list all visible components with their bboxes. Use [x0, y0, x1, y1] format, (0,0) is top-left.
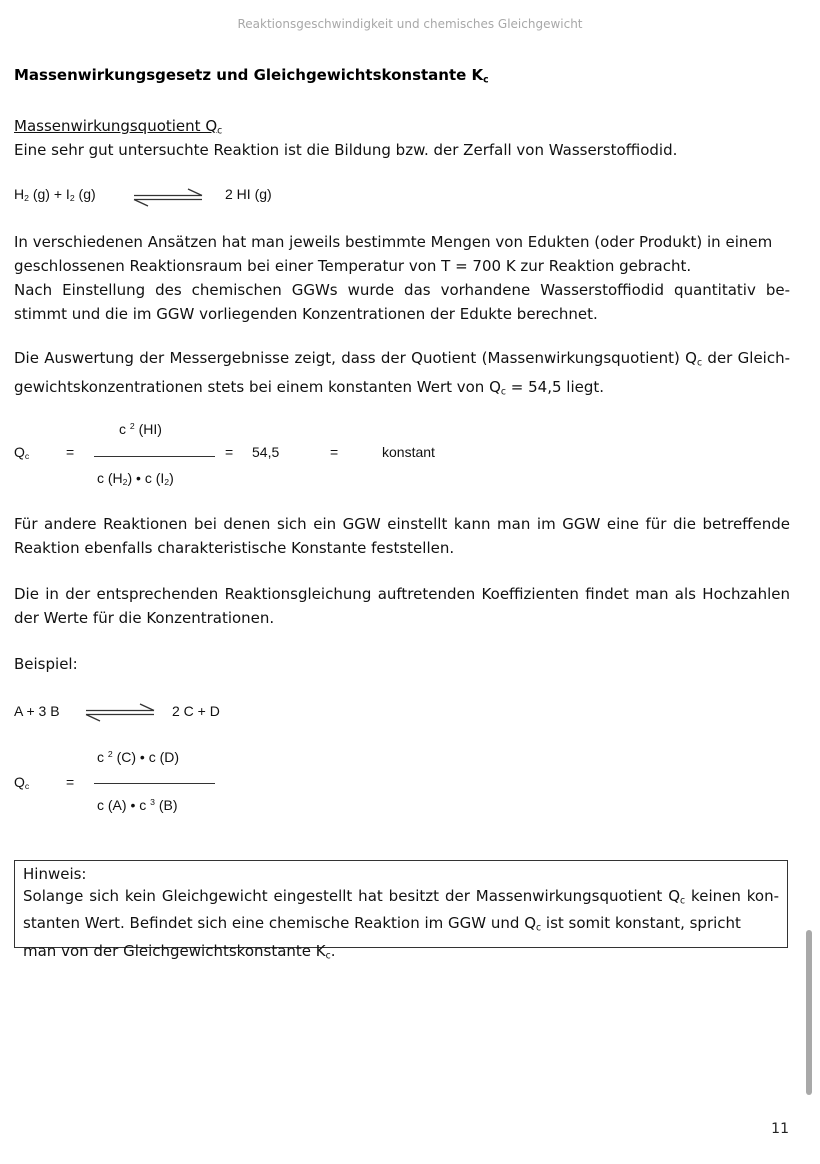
formula1-constant-word: konstant: [382, 444, 435, 460]
paragraph2-line2-a: gewichtskonzentrationen stets bei einem konstanten Wert von Q: [14, 378, 501, 397]
paragraph2-line2-sub: c: [500, 386, 507, 398]
page-number: 11: [771, 1121, 789, 1137]
note-line1-a: Solange sich kein Gleichgewicht eingestellt hat besitzt der Massenwirkungsquotient Q: [23, 887, 681, 905]
paragraph4-line1: Die in der entsprechenden Reaktionsgleichung auftretenden Koeffizienten findet man als Hochzahlen: [14, 585, 790, 603]
note-line3-b: .: [330, 941, 336, 960]
formula1-q: [14, 444, 29, 461]
formula2-den-sup: 3: [150, 797, 155, 808]
heading-text: Massenwirkungsgesetz und Gleichgewichtskonstante K: [14, 66, 484, 84]
formula1-den-sub2: 2: [164, 477, 170, 488]
note-line1-b: keinen kon-: [685, 887, 780, 905]
equilibrium-arrow-icon-2: [82, 701, 160, 725]
section-title-text: [14, 117, 222, 135]
formula2-equals: =: [66, 774, 75, 790]
formula1-value: 54,5: [252, 444, 280, 460]
formula1-denominator: [97, 470, 174, 487]
formula1-den-c: ): [169, 470, 174, 486]
note-line2: [23, 912, 779, 939]
paragraph3-line1: Für andere Reaktionen bei denen sich ein GGW einstellt kann man im GGW eine für die betreffende: [14, 515, 790, 533]
formula1-equals-3: =: [330, 444, 339, 460]
formula2-den-a: c (A) • c: [97, 797, 151, 813]
reaction1-sub-a: 2: [24, 193, 29, 204]
reaction1-educts: [14, 186, 96, 203]
page-heading: [14, 66, 489, 85]
section-title-label: Massenwirkungsquotient Q: [14, 117, 218, 135]
intro-text: Eine sehr gut untersuchte Reaktion ist die Bildung bzw. der Zerfall von Wasserstoffiodid.: [14, 141, 678, 159]
formula1-q-letter: Q: [14, 444, 25, 460]
formula1-den-sub1: 2: [122, 477, 128, 488]
running-header: Reaktionsgeschwindigkeit und chemisches Gleichgewicht: [237, 17, 583, 31]
note-line2-a: stanten Wert. Befindet sich eine chemische Reaktion im GGW und Q: [23, 914, 537, 933]
paragraph2-line2-b: = 54,5 liegt.: [506, 378, 605, 397]
paragraph2-line1-sub: c: [696, 357, 703, 369]
note-box: [14, 860, 788, 961]
reaction1-product: 2 HI (g): [225, 186, 272, 202]
paragraph3: [14, 512, 790, 560]
paragraph2-line1: [14, 346, 790, 375]
paragraph4-line2: der Werte für die Konzentrationen.: [14, 609, 275, 627]
reaction2-educts: A + 3 B: [14, 703, 60, 719]
paragraph4: [14, 582, 790, 630]
formula2-num-a: c: [97, 749, 108, 765]
note-line1-sub: c: [680, 895, 686, 907]
paragraph1-line2: geschlossenen Reaktionsraum bei einer Temperatur von T = 700 K zur Reaktion gebracht.: [14, 257, 692, 275]
formula2-den-b: (B): [154, 797, 178, 813]
scrollbar-thumb[interactable]: [806, 930, 812, 1095]
paragraph2-line2: [14, 375, 790, 404]
reaction1-g-a: (g) + I: [28, 186, 70, 202]
formula1-den-a: c (H: [97, 470, 123, 486]
formula2-num-sup: 2: [107, 749, 113, 760]
formula1-num-sup: 2: [129, 421, 135, 432]
paragraph1-line3: Nach Einstellung des chemischen GGWs wurde das vorhandene Wasserstoffiodid quantitativ be-: [14, 281, 790, 299]
reaction2-products: 2 C + D: [172, 703, 220, 719]
paragraph2-line1-a: Die Auswertung der Messergebnisse zeigt, dass der Quotient (Massenwirkungsquotient) Q: [14, 349, 697, 367]
formula1-num-c: c: [119, 421, 130, 437]
formula2-denominator: [97, 797, 178, 813]
paragraph1-line4: stimmt und die im GGW vorliegenden Konzentrationen der Edukte berechnet.: [14, 305, 598, 323]
reaction1-sub-b: 2: [69, 193, 75, 204]
formula1-q-sub: c: [24, 451, 30, 462]
reaction1-h: H: [14, 186, 25, 202]
note-line3-a: man von der Gleichgewichtskonstante K: [23, 941, 326, 960]
formula1-fraction-bar: [94, 456, 215, 457]
section-title-subscript: c: [217, 125, 223, 137]
note-line3-sub: c: [325, 949, 331, 961]
paragraph1: [14, 230, 790, 326]
equilibrium-arrow-icon: [130, 186, 208, 210]
formula1-equals-1: =: [66, 444, 75, 460]
paragraph1-line1: In verschiedenen Ansätzen hat man jeweils bestimmte Mengen von Edukten (oder Produkt) in einem: [14, 233, 773, 251]
formula2-num-b: (C) • c (D): [112, 749, 180, 765]
paragraph3-line2: Reaktion ebenfalls charakteristische Konstante feststellen.: [14, 539, 455, 557]
formula1-equals-2: =: [225, 444, 234, 460]
note-line2-b: ist somit konstant, spricht: [541, 914, 741, 933]
reaction1-g-b: (g): [74, 186, 96, 202]
note-title: Hinweis:: [23, 865, 87, 883]
formula2-q: [14, 774, 29, 791]
paragraph2-line1-b: der Gleich-: [702, 349, 791, 367]
formula2-q-letter: Q: [14, 774, 25, 790]
note-line1: [23, 885, 779, 912]
paragraph2: [14, 346, 790, 405]
formula2-q-sub: c: [24, 781, 30, 792]
heading-subscript: c: [483, 74, 489, 86]
formula2-fraction-bar: [94, 783, 215, 784]
note-line3: [23, 940, 779, 967]
formula1-numerator: [119, 421, 162, 437]
formula2-numerator: [97, 749, 179, 765]
formula1-num-rest: (HI): [134, 421, 162, 437]
example-label: Beispiel:: [14, 655, 78, 673]
note-line2-sub: c: [536, 922, 542, 934]
formula1-den-b: ) • c (I: [127, 470, 165, 486]
